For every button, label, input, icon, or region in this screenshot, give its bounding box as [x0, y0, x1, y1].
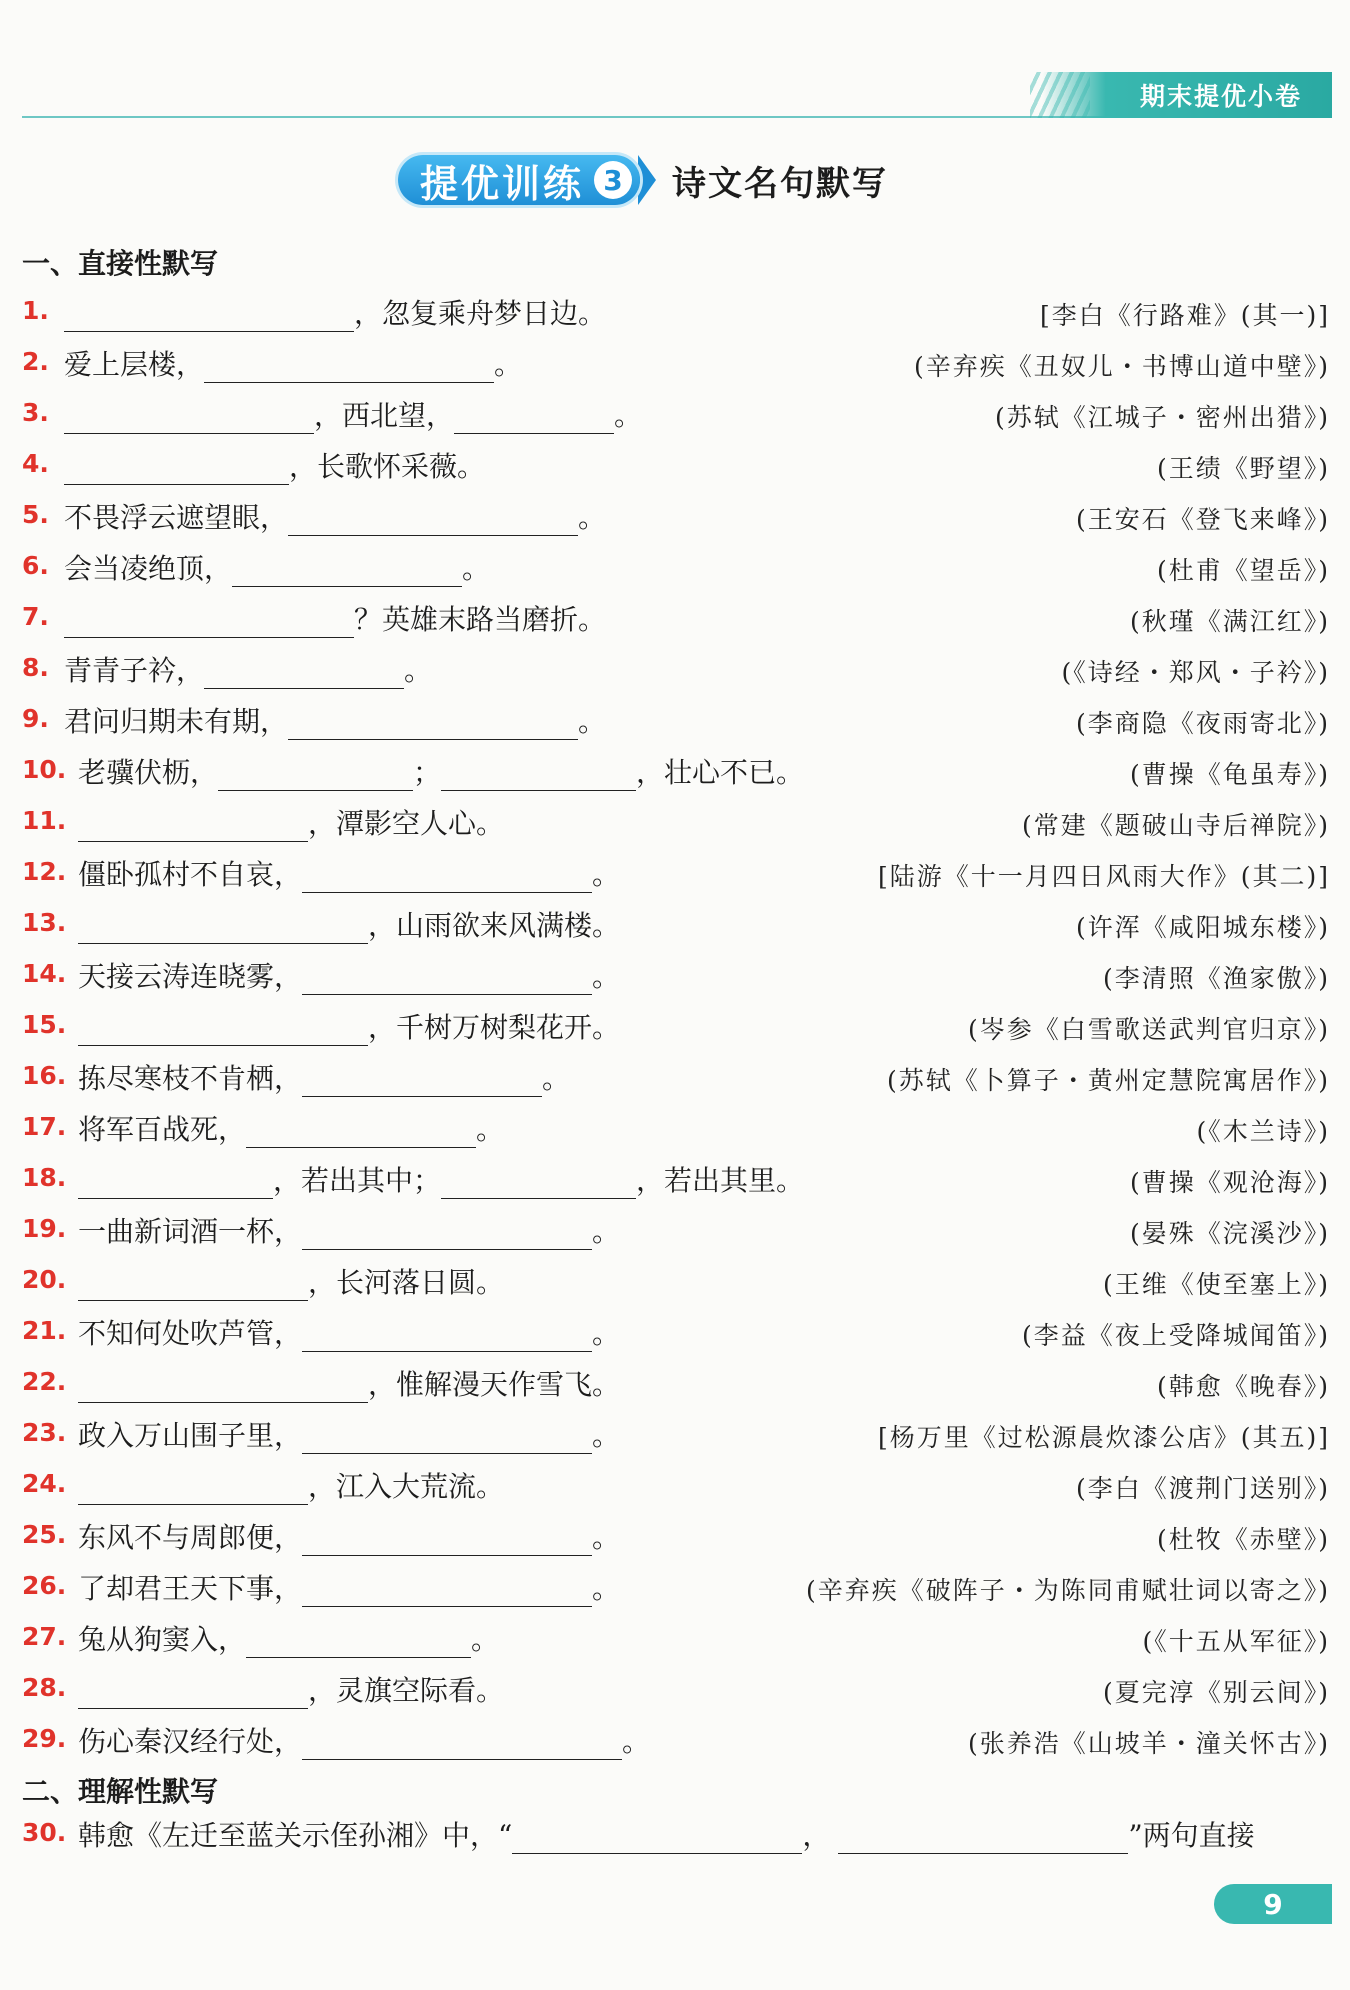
poem-source: (辛弃疾《破阵子・为陈同甫赋壮词以寄之》)	[805, 1576, 1330, 1605]
question-number: 3.	[22, 398, 49, 427]
question-number: 15.	[22, 1010, 67, 1039]
poem-source: (李白《渡荆门送别》)	[1075, 1474, 1330, 1503]
question-number: 5.	[22, 500, 49, 529]
question-text: 老骥伏枥，	[78, 756, 219, 789]
question-text: 。	[592, 1572, 621, 1605]
poem-source: [李白《行路难》(其一)]	[1039, 301, 1330, 330]
question-text: 兔从狗窦入，	[78, 1623, 247, 1656]
poem-source: [杨万里《过松源晨炊漆公店》(其五)]	[877, 1423, 1330, 1452]
question-text: 将军百战死，	[78, 1113, 247, 1146]
question-row-29	[22, 1720, 1330, 1760]
poem-source: (《诗经・郑风・子衿》)	[1061, 658, 1330, 687]
poem-source: (李清照《渔家傲》)	[1102, 964, 1330, 993]
question-row-11	[22, 802, 1330, 842]
question-text: 青青子衿，	[64, 654, 205, 687]
header-tab-label: 期末提优小卷	[1139, 82, 1302, 111]
question-row-7	[22, 598, 1330, 638]
poem-source: (李商隐《夜雨寄北》)	[1075, 709, 1330, 738]
answer-blank[interactable]	[454, 401, 614, 434]
question-number: 20.	[22, 1265, 67, 1294]
question-row-26	[22, 1567, 1330, 1607]
question-text: 僵卧孤村不自哀，	[78, 858, 303, 891]
question-number: 28.	[22, 1673, 67, 1702]
question-text: ，江入大荒流。	[308, 1470, 505, 1503]
question-text: 。	[592, 960, 621, 993]
answer-blank[interactable]	[78, 1013, 368, 1046]
question-text: 。	[462, 552, 491, 585]
answer-blank[interactable]	[64, 401, 314, 434]
question-line	[78, 1312, 620, 1352]
question-text: 。	[592, 858, 621, 891]
question-row-17	[22, 1108, 1330, 1148]
question-row-2	[22, 343, 1330, 383]
question-text: 一曲新词酒一杯，	[78, 1215, 303, 1248]
question-number: 10.	[22, 755, 67, 784]
answer-blank[interactable]	[512, 1821, 802, 1854]
question-text: ，潭影空人心。	[308, 807, 505, 840]
question-text: 。	[622, 1725, 651, 1758]
title-pill-text: 提优训练	[420, 161, 585, 206]
answer-blank[interactable]	[288, 503, 578, 536]
question-number: 24.	[22, 1469, 67, 1498]
poem-source: (苏轼《江城子・密州出猎》)	[994, 403, 1330, 432]
answer-blank[interactable]	[232, 554, 462, 587]
question-text: ，山雨欲来风满楼。	[368, 909, 621, 942]
answer-blank[interactable]	[302, 962, 592, 995]
question-number: 29.	[22, 1724, 67, 1753]
poem-source: (王安石《登飞来峰》)	[1075, 505, 1330, 534]
question-number: 7.	[22, 602, 49, 631]
question-text: 了却君王天下事，	[78, 1572, 303, 1605]
question-line	[64, 649, 432, 689]
question-number: 6.	[22, 551, 49, 580]
question-row-10	[22, 751, 1330, 791]
question-line	[64, 598, 606, 638]
question-row-12	[22, 853, 1330, 893]
answer-blank[interactable]	[441, 1166, 636, 1199]
question-row-6	[22, 547, 1330, 587]
question-number: 27.	[22, 1622, 67, 1651]
question-text: ，长河落日圆。	[308, 1266, 505, 1299]
question-text: 韩愈《左迁至蓝关示侄孙湘》中，“	[78, 1819, 513, 1852]
question-line	[78, 1108, 504, 1148]
question-line	[78, 1159, 804, 1199]
question-number: 17.	[22, 1112, 67, 1141]
poem-source: (《十五从军征》)	[1142, 1627, 1330, 1656]
question-text: ，	[802, 1819, 831, 1852]
answer-blank[interactable]	[78, 809, 308, 842]
question-line	[64, 292, 606, 332]
answer-blank[interactable]	[78, 1268, 308, 1301]
question-text: 会当凌绝顶，	[64, 552, 233, 585]
question-text: ，忽复乘舟梦日边。	[354, 297, 607, 330]
question-text: 。	[614, 399, 643, 432]
question-row-23	[22, 1414, 1330, 1454]
section-heading-understanding: 二、理解性默写	[22, 1775, 219, 1808]
question-text: 政入万山围子里，	[78, 1419, 303, 1452]
poem-source: (岑参《白雪歌送武判官归京》)	[967, 1015, 1330, 1044]
title-subtitle: 诗文名句默写	[672, 163, 889, 204]
poem-source: (晏殊《浣溪沙》)	[1129, 1219, 1330, 1248]
question-line	[78, 1567, 620, 1607]
poem-source: (《木兰诗》)	[1196, 1117, 1330, 1146]
poem-source: (李益《夜上受降城闻笛》)	[1021, 1321, 1330, 1350]
question-text: ？英雄末路当磨折。	[354, 603, 607, 636]
question-line	[78, 1210, 620, 1250]
question-text: 。	[592, 1317, 621, 1350]
question-line	[64, 343, 522, 383]
question-line	[78, 955, 620, 995]
question-number: 14.	[22, 959, 67, 988]
question-text: ”两句直接	[1128, 1819, 1255, 1852]
question-text: 东风不与周郎便，	[78, 1521, 303, 1554]
question-text: 。	[578, 705, 607, 738]
answer-blank[interactable]	[302, 1523, 592, 1556]
question-row-13	[22, 904, 1330, 944]
question-line	[78, 1669, 504, 1709]
question-text: ；	[413, 756, 442, 789]
question-number: 18.	[22, 1163, 67, 1192]
answer-blank[interactable]	[288, 707, 578, 740]
answer-blank[interactable]	[302, 1064, 542, 1097]
question-text: 。	[471, 1623, 500, 1656]
question-text: ，若出其中；	[273, 1164, 442, 1197]
question-text: ，灵旗空际看。	[308, 1674, 505, 1707]
question-row-3	[22, 394, 1330, 434]
title-pill	[398, 155, 640, 205]
question-text: 爱上层楼，	[64, 348, 205, 381]
question-number: 26.	[22, 1571, 67, 1600]
question-row-8	[22, 649, 1330, 689]
poem-source: (辛弃疾《丑奴儿・书博山道中壁》)	[913, 352, 1330, 381]
section-heading-direct: 一、直接性默写	[22, 247, 219, 280]
question-text: 。	[476, 1113, 505, 1146]
question-row-14	[22, 955, 1330, 995]
answer-blank[interactable]	[302, 1727, 622, 1760]
question-text: 。	[592, 1419, 621, 1452]
answer-blank[interactable]	[441, 758, 636, 791]
poem-source: (夏完淳《别云间》)	[1102, 1678, 1330, 1707]
question-line	[78, 1720, 650, 1760]
question-row-30	[22, 1814, 1330, 1854]
poem-source: (张养浩《山坡羊・潼关怀古》)	[967, 1729, 1330, 1758]
answer-blank[interactable]	[64, 299, 354, 332]
question-text: ，西北望，	[314, 399, 455, 432]
answer-blank[interactable]	[64, 452, 289, 485]
question-number: 8.	[22, 653, 49, 682]
answer-blank[interactable]	[78, 1166, 273, 1199]
poem-source: (王维《使至塞上》)	[1102, 1270, 1330, 1299]
title-number-badge: 3	[594, 161, 632, 199]
question-row-21	[22, 1312, 1330, 1352]
question-line	[64, 496, 606, 536]
question-line	[78, 853, 620, 893]
question-row-4	[22, 445, 1330, 485]
question-number: 21.	[22, 1316, 67, 1345]
poem-source: [陆游《十一月四日风雨大作》(其二)]	[877, 862, 1330, 891]
question-number: 30.	[22, 1818, 67, 1847]
poem-source: (常建《题破山寺后禅院》)	[1021, 811, 1330, 840]
question-number: 25.	[22, 1520, 67, 1549]
question-line	[64, 394, 642, 434]
answer-blank[interactable]	[302, 1574, 592, 1607]
question-row-5	[22, 496, 1330, 536]
poem-source: (苏轼《卜算子・黄州定慧院寓居作》)	[886, 1066, 1330, 1095]
answer-blank[interactable]	[302, 1217, 592, 1250]
poem-source: (许浑《咸阳城东楼》)	[1075, 913, 1330, 942]
question-row-28	[22, 1669, 1330, 1709]
question-text: 伤心秦汉经行处，	[78, 1725, 303, 1758]
poem-source: (曹操《龟虽寿》)	[1129, 760, 1330, 789]
answer-blank[interactable]	[78, 1472, 308, 1505]
poem-source: (曹操《观沧海》)	[1129, 1168, 1330, 1197]
question-line	[78, 1814, 1255, 1854]
poem-source: (杜牧《赤壁》)	[1156, 1525, 1330, 1554]
question-text: 天接云涛连晓雾，	[78, 960, 303, 993]
question-text: 不知何处吹芦管，	[78, 1317, 303, 1350]
answer-blank[interactable]	[78, 1676, 308, 1709]
question-line	[78, 1057, 570, 1097]
question-line	[64, 700, 606, 740]
answer-blank[interactable]	[838, 1821, 1128, 1854]
question-number: 12.	[22, 857, 67, 886]
question-row-27	[22, 1618, 1330, 1658]
answer-blank[interactable]	[78, 1370, 368, 1403]
answer-blank[interactable]	[64, 605, 354, 638]
question-number: 1.	[22, 296, 49, 325]
question-line	[64, 445, 485, 485]
answer-blank[interactable]	[218, 758, 413, 791]
poem-source: (王绩《野望》)	[1156, 454, 1330, 483]
question-text: ，壮心不已。	[636, 756, 805, 789]
question-text: 。	[404, 654, 433, 687]
answer-blank[interactable]	[302, 1319, 592, 1352]
answer-blank[interactable]	[204, 656, 404, 689]
question-text: 君问归期未有期，	[64, 705, 289, 738]
question-row-24	[22, 1465, 1330, 1505]
question-text: 不畏浮云遮望眼，	[64, 501, 289, 534]
title-arrow-icon	[638, 155, 656, 205]
answer-blank[interactable]	[302, 860, 592, 893]
question-row-19	[22, 1210, 1330, 1250]
question-number: 16.	[22, 1061, 67, 1090]
question-row-16	[22, 1057, 1330, 1097]
question-text: 。	[542, 1062, 571, 1095]
question-line	[78, 1006, 620, 1046]
question-line	[78, 904, 620, 944]
question-number: 11.	[22, 806, 67, 835]
question-number: 2.	[22, 347, 49, 376]
question-row-9	[22, 700, 1330, 740]
question-number: 23.	[22, 1418, 67, 1447]
header-tab	[1042, 72, 1332, 118]
question-row-25	[22, 1516, 1330, 1556]
question-text: 。	[494, 348, 523, 381]
question-line	[78, 1261, 504, 1301]
page-title	[398, 150, 888, 210]
question-text: ，若出其里。	[636, 1164, 805, 1197]
question-text: 。	[592, 1521, 621, 1554]
poem-source: (秋瑾《满江红》)	[1129, 607, 1330, 636]
answer-blank[interactable]	[246, 1625, 471, 1658]
question-line	[78, 1414, 620, 1454]
question-row-15	[22, 1006, 1330, 1046]
page-number: 9	[1214, 1884, 1332, 1924]
question-text: ，千树万树梨花开。	[368, 1011, 621, 1044]
question-text: 。	[578, 501, 607, 534]
question-text: ，长歌怀采薇。	[289, 450, 486, 483]
question-row-1	[22, 292, 1330, 332]
answer-blank[interactable]	[302, 1421, 592, 1454]
poem-source: (韩愈《晚春》)	[1156, 1372, 1330, 1401]
answer-blank[interactable]	[204, 350, 494, 383]
question-text: 。	[592, 1215, 621, 1248]
poem-source: (杜甫《望岳》)	[1156, 556, 1330, 585]
question-line	[78, 1363, 620, 1403]
question-text: ，惟解漫天作雪飞。	[368, 1368, 621, 1401]
question-line	[78, 1618, 499, 1658]
question-row-22	[22, 1363, 1330, 1403]
question-number: 19.	[22, 1214, 67, 1243]
question-line	[78, 751, 804, 791]
question-number: 22.	[22, 1367, 67, 1396]
answer-blank[interactable]	[246, 1115, 476, 1148]
answer-blank[interactable]	[78, 911, 368, 944]
question-line	[64, 547, 490, 587]
question-line	[78, 1465, 504, 1505]
question-line	[78, 802, 504, 842]
question-number: 9.	[22, 704, 49, 733]
question-row-20	[22, 1261, 1330, 1301]
question-row-18	[22, 1159, 1330, 1199]
question-text: 拣尽寒枝不肯栖，	[78, 1062, 303, 1095]
question-number: 13.	[22, 908, 67, 937]
question-number: 4.	[22, 449, 49, 478]
question-line	[78, 1516, 620, 1556]
